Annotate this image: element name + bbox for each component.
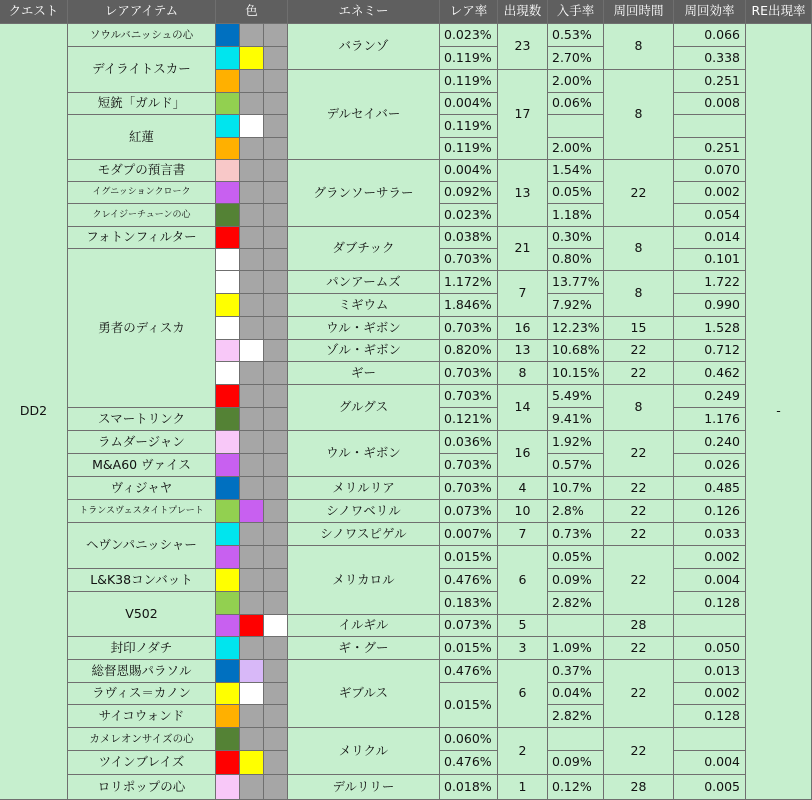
drop-rate-value: 0.09%	[548, 569, 604, 592]
color-swatch	[216, 294, 240, 317]
appearance-count: 6	[498, 546, 548, 615]
drop-rate-value: 0.57%	[548, 454, 604, 477]
rare-rate-value: 0.018%	[440, 775, 498, 800]
rare-item-name: デイライトスカー	[68, 47, 216, 93]
color-swatch	[240, 477, 264, 500]
color-swatch	[264, 47, 288, 70]
color-swatch	[264, 569, 288, 592]
cycle-time-value: 22	[604, 728, 674, 775]
color-swatch	[216, 47, 240, 70]
cycle-time-value: 28	[604, 615, 674, 637]
color-swatch	[240, 204, 264, 227]
color-swatch	[240, 70, 264, 93]
cycle-efficiency-value: 0.050	[674, 637, 746, 660]
rare-item-name: ロリポップの心	[68, 775, 216, 800]
color-swatch	[216, 569, 240, 592]
color-swatch	[264, 523, 288, 546]
color-swatch	[264, 408, 288, 431]
cycle-time-value: 22	[604, 160, 674, 227]
color-swatch	[264, 182, 288, 204]
rare-rate-value: 0.038%	[440, 227, 498, 249]
rare-item-name: トランスヴェスタイトプレート	[68, 500, 216, 523]
header-drop-rate: 入手率	[548, 0, 604, 24]
appearance-count: 17	[498, 70, 548, 160]
rare-rate-value: 0.703%	[440, 454, 498, 477]
rare-rate-value: 0.183%	[440, 592, 498, 615]
appearance-count: 6	[498, 660, 548, 728]
appearance-count: 14	[498, 385, 548, 431]
rare-item-name: モダプの預言書	[68, 160, 216, 182]
color-swatch	[216, 138, 240, 160]
appearance-count: 3	[498, 637, 548, 660]
color-swatch	[216, 683, 240, 705]
color-swatch	[240, 385, 264, 408]
color-swatch	[240, 569, 264, 592]
color-swatch	[216, 751, 240, 775]
cycle-time-value: 22	[604, 546, 674, 615]
color-swatch	[216, 592, 240, 615]
enemy-name: グルグス	[288, 385, 440, 431]
color-swatch	[240, 271, 264, 294]
color-swatch	[216, 385, 240, 408]
cycle-efficiency-value: 0.002	[674, 683, 746, 705]
drop-rate-value: 0.37%	[548, 660, 604, 683]
rare-item-name: フォトンフィルター	[68, 227, 216, 249]
cycle-efficiency-value: 1.176	[674, 408, 746, 431]
cycle-efficiency-value: 0.014	[674, 227, 746, 249]
drop-rate-value: 1.18%	[548, 204, 604, 227]
cycle-time-value: 22	[604, 477, 674, 500]
cycle-time-value: 28	[604, 775, 674, 800]
appearance-count: 4	[498, 477, 548, 500]
appearance-count: 2	[498, 728, 548, 775]
color-swatch	[216, 271, 240, 294]
color-swatch	[216, 70, 240, 93]
color-swatch	[240, 592, 264, 615]
enemy-name: デルリリー	[288, 775, 440, 800]
cycle-efficiency-value: 0.126	[674, 500, 746, 523]
color-swatch	[216, 477, 240, 500]
color-swatch	[240, 408, 264, 431]
color-swatch	[240, 615, 264, 637]
cycle-efficiency-value: 0.026	[674, 454, 746, 477]
drop-rate-value: 2.70%	[548, 47, 604, 70]
color-swatch	[240, 751, 264, 775]
cycle-efficiency-value: 0.004	[674, 569, 746, 592]
appearance-count: 1	[498, 775, 548, 800]
color-swatch	[264, 271, 288, 294]
rare-rate-value: 0.015%	[440, 546, 498, 569]
cycle-efficiency-value: 0.070	[674, 160, 746, 182]
header-cycle-efficiency: 周回効率	[674, 0, 746, 24]
cycle-efficiency-value: 0.462	[674, 362, 746, 385]
drop-rate-value: 0.30%	[548, 227, 604, 249]
drop-rate-value: 10.68%	[548, 340, 604, 362]
enemy-name: ミギウム	[288, 294, 440, 317]
rare-rate-value: 0.073%	[440, 500, 498, 523]
color-swatch	[264, 500, 288, 523]
enemy-name: イルギル	[288, 615, 440, 637]
color-swatch	[264, 93, 288, 115]
rare-rate-value: 0.007%	[440, 523, 498, 546]
cycle-time-value: 8	[604, 385, 674, 431]
drop-rate-value: 0.73%	[548, 523, 604, 546]
drop-rate-value: 13.77%	[548, 271, 604, 294]
color-swatch	[264, 546, 288, 569]
drop-rate-value: 10.15%	[548, 362, 604, 385]
drop-rate-value: 2.82%	[548, 705, 604, 728]
color-swatch	[216, 249, 240, 271]
color-swatch	[240, 683, 264, 705]
color-swatch	[240, 362, 264, 385]
color-swatch	[216, 93, 240, 115]
cycle-time-value: 22	[604, 500, 674, 523]
cycle-time-value: 8	[604, 227, 674, 271]
cycle-efficiency-value	[674, 615, 746, 637]
drop-rate-value: 1.92%	[548, 431, 604, 454]
color-swatch	[264, 683, 288, 705]
drop-rate-value: 0.09%	[548, 751, 604, 775]
rare-item-name: クレイジーチューンの心	[68, 204, 216, 227]
cycle-efficiency-value	[674, 728, 746, 751]
cycle-efficiency-value: 0.013	[674, 660, 746, 683]
color-swatch	[264, 454, 288, 477]
rare-rate-value: 0.121%	[440, 408, 498, 431]
enemy-name: メリクル	[288, 728, 440, 775]
drop-rate-value: 2.8%	[548, 500, 604, 523]
cycle-time-value: 8	[604, 24, 674, 70]
drop-rate-value: 1.54%	[548, 160, 604, 182]
enemy-name: グランソーサラー	[288, 160, 440, 227]
color-swatch	[240, 523, 264, 546]
rare-item-name: L&K38コンバット	[68, 569, 216, 592]
enemy-name: シノワベリル	[288, 500, 440, 523]
drop-rate-value: 9.41%	[548, 408, 604, 431]
header-rare-rate: レア率	[440, 0, 498, 24]
cycle-time-value: 22	[604, 637, 674, 660]
rare-item-name: ヴィジャヤ	[68, 477, 216, 500]
enemy-name: ギブルス	[288, 660, 440, 728]
color-swatch	[240, 138, 264, 160]
color-swatch	[216, 317, 240, 340]
drop-rate-value	[548, 615, 604, 637]
enemy-name: ギ・グー	[288, 637, 440, 660]
drop-rate-value: 0.05%	[548, 182, 604, 204]
rare-rate-value: 0.023%	[440, 24, 498, 47]
color-swatch	[264, 340, 288, 362]
rare-item-name: V502	[68, 592, 216, 637]
cycle-time-value: 22	[604, 660, 674, 728]
enemy-name: デルセイバー	[288, 70, 440, 160]
appearance-count: 23	[498, 24, 548, 70]
color-swatch	[216, 204, 240, 227]
cycle-time-value: 15	[604, 317, 674, 340]
rare-rate-value: 0.092%	[440, 182, 498, 204]
cycle-efficiency-value: 0.054	[674, 204, 746, 227]
color-swatch	[216, 705, 240, 728]
drop-rate-value	[548, 115, 604, 138]
cycle-efficiency-value: 0.128	[674, 705, 746, 728]
appearance-count: 8	[498, 362, 548, 385]
color-swatch	[264, 204, 288, 227]
color-swatch	[216, 227, 240, 249]
color-swatch	[264, 775, 288, 800]
header-quest: クエスト	[0, 0, 68, 24]
color-swatch	[216, 115, 240, 138]
cycle-efficiency-value: 0.128	[674, 592, 746, 615]
enemy-name: メリルリア	[288, 477, 440, 500]
color-swatch	[264, 637, 288, 660]
appearance-count: 16	[498, 431, 548, 477]
rare-item-name: 短銃「ガルド」	[68, 93, 216, 115]
rare-rate-value: 0.060%	[440, 728, 498, 751]
rare-item-name: カメレオンサイズの心	[68, 728, 216, 751]
color-swatch	[240, 115, 264, 138]
header-color: 色	[216, 0, 288, 24]
rare-item-name: 勇者のディスカ	[68, 249, 216, 408]
cycle-efficiency-value: 0.485	[674, 477, 746, 500]
enemy-name: ギー	[288, 362, 440, 385]
color-swatch	[264, 138, 288, 160]
color-swatch	[216, 660, 240, 683]
color-swatch	[264, 160, 288, 182]
cycle-efficiency-value: 0.033	[674, 523, 746, 546]
rare-rate-value: 0.015%	[440, 637, 498, 660]
color-swatch	[240, 500, 264, 523]
color-swatch	[264, 294, 288, 317]
color-swatch	[240, 637, 264, 660]
color-swatch	[240, 660, 264, 683]
color-swatch	[216, 523, 240, 546]
drop-rate-value: 10.7%	[548, 477, 604, 500]
header-rare-item: レアアイテム	[68, 0, 216, 24]
rare-rate-value: 0.073%	[440, 615, 498, 637]
color-swatch	[264, 24, 288, 47]
cycle-efficiency-value: 0.712	[674, 340, 746, 362]
rare-rate-value: 0.119%	[440, 115, 498, 138]
drop-rate-value: 0.04%	[548, 683, 604, 705]
enemy-name: ウル・ギボン	[288, 317, 440, 340]
cycle-efficiency-value: 0.338	[674, 47, 746, 70]
appearance-count: 21	[498, 227, 548, 271]
color-swatch	[240, 294, 264, 317]
rare-rate-value: 0.703%	[440, 317, 498, 340]
color-swatch	[264, 728, 288, 751]
color-swatch	[216, 431, 240, 454]
color-swatch	[240, 227, 264, 249]
rare-item-name: 紅蓮	[68, 115, 216, 160]
color-swatch	[240, 775, 264, 800]
color-swatch	[264, 660, 288, 683]
color-swatch	[264, 317, 288, 340]
rare-item-name: ラムダージャン	[68, 431, 216, 454]
rare-item-name: 総督恩賜パラソル	[68, 660, 216, 683]
rare-rate-value: 0.119%	[440, 138, 498, 160]
cycle-efficiency-value: 0.005	[674, 775, 746, 800]
rare-rate-value: 1.172%	[440, 271, 498, 294]
rare-rate-value: 0.015%	[440, 683, 498, 728]
enemy-name: シノワスピゲル	[288, 523, 440, 546]
rare-item-name: ラヴィス＝カノン	[68, 683, 216, 705]
color-swatch	[264, 385, 288, 408]
rare-rate-value: 0.476%	[440, 751, 498, 775]
cycle-efficiency-value: 0.002	[674, 182, 746, 204]
rare-rate-value: 0.703%	[440, 249, 498, 271]
enemy-name: メリカロル	[288, 546, 440, 615]
cycle-time-value: 22	[604, 431, 674, 477]
drop-rate-value: 0.80%	[548, 249, 604, 271]
drop-rate-value: 0.05%	[548, 546, 604, 569]
color-swatch	[240, 728, 264, 751]
color-swatch	[240, 160, 264, 182]
rare-rate-value: 0.476%	[440, 660, 498, 683]
quest-cell: DD2	[0, 24, 68, 800]
color-swatch	[264, 431, 288, 454]
color-swatch	[264, 705, 288, 728]
header-enemy: エネミー	[288, 0, 440, 24]
cycle-efficiency-value: 0.066	[674, 24, 746, 47]
drop-rate-value: 2.00%	[548, 138, 604, 160]
color-swatch	[264, 362, 288, 385]
color-swatch	[216, 615, 240, 637]
cycle-efficiency-value: 0.002	[674, 546, 746, 569]
rare-rate-value: 0.703%	[440, 477, 498, 500]
cycle-time-value: 8	[604, 271, 674, 317]
cycle-efficiency-value: 0.251	[674, 138, 746, 160]
appearance-count: 13	[498, 160, 548, 227]
cycle-efficiency-value: 0.251	[674, 70, 746, 93]
drop-rate-value: 2.82%	[548, 592, 604, 615]
cycle-efficiency-value: 1.528	[674, 317, 746, 340]
color-swatch	[216, 408, 240, 431]
cycle-time-value: 22	[604, 362, 674, 385]
color-swatch	[240, 249, 264, 271]
header-appearance-count: 出現数	[498, 0, 548, 24]
color-swatch	[216, 775, 240, 800]
cycle-efficiency-value: 0.004	[674, 751, 746, 775]
rare-rate-value: 0.703%	[440, 385, 498, 408]
color-swatch	[264, 70, 288, 93]
color-swatch	[240, 93, 264, 115]
appearance-count: 13	[498, 340, 548, 362]
color-swatch	[216, 362, 240, 385]
rare-item-name: ヘヴンパニッシャー	[68, 523, 216, 569]
color-swatch	[264, 249, 288, 271]
drop-rate-value: 0.53%	[548, 24, 604, 47]
drop-rate-value: 2.00%	[548, 70, 604, 93]
color-swatch	[240, 182, 264, 204]
rare-rate-value: 0.004%	[440, 160, 498, 182]
color-swatch	[264, 592, 288, 615]
cycle-time-value: 22	[604, 523, 674, 546]
enemy-name: ゾル・ギボン	[288, 340, 440, 362]
cycle-efficiency-value: 0.240	[674, 431, 746, 454]
appearance-count: 5	[498, 615, 548, 637]
color-swatch	[264, 615, 288, 637]
rare-rate-value: 0.119%	[440, 70, 498, 93]
header-re-rate: RE出現率	[746, 0, 812, 24]
cycle-efficiency-value: 0.990	[674, 294, 746, 317]
color-swatch	[240, 47, 264, 70]
color-swatch	[216, 24, 240, 47]
drop-rate-value: 0.12%	[548, 775, 604, 800]
rare-rate-value: 0.476%	[440, 569, 498, 592]
color-swatch	[216, 340, 240, 362]
rare-rate-value: 0.004%	[440, 93, 498, 115]
header-cycle-time: 周回時間	[604, 0, 674, 24]
color-swatch	[216, 182, 240, 204]
enemy-name: バランゾ	[288, 24, 440, 70]
color-swatch	[216, 728, 240, 751]
enemy-name: ウル・ギボン	[288, 431, 440, 477]
drop-rate-value: 12.23%	[548, 317, 604, 340]
cycle-time-value: 8	[604, 70, 674, 160]
color-swatch	[240, 546, 264, 569]
rare-item-name: ツインブレイズ	[68, 751, 216, 775]
color-swatch	[264, 751, 288, 775]
color-swatch	[264, 115, 288, 138]
re-rate-cell: -	[746, 24, 812, 800]
cycle-time-value: 22	[604, 340, 674, 362]
appearance-count: 7	[498, 271, 548, 317]
enemy-name: パンアームズ	[288, 271, 440, 294]
color-swatch	[216, 637, 240, 660]
color-swatch	[240, 705, 264, 728]
rare-item-name: スマートリンク	[68, 408, 216, 431]
rare-item-name: 封印ノダチ	[68, 637, 216, 660]
drop-rate-value: 5.49%	[548, 385, 604, 408]
color-swatch	[240, 340, 264, 362]
rare-item-name: イグニッションクローク	[68, 182, 216, 204]
cycle-efficiency-value	[674, 115, 746, 138]
color-swatch	[264, 477, 288, 500]
color-swatch	[240, 24, 264, 47]
rare-item-name: サイコウォンド	[68, 705, 216, 728]
drop-rate-value: 1.09%	[548, 637, 604, 660]
color-swatch	[216, 160, 240, 182]
color-swatch	[264, 227, 288, 249]
enemy-name: ダブチック	[288, 227, 440, 271]
color-swatch	[240, 317, 264, 340]
cycle-efficiency-value: 0.101	[674, 249, 746, 271]
color-swatch	[216, 500, 240, 523]
drop-rate-value: 0.06%	[548, 93, 604, 115]
rare-rate-value: 1.846%	[440, 294, 498, 317]
appearance-count: 10	[498, 500, 548, 523]
appearance-count: 7	[498, 523, 548, 546]
cycle-efficiency-value: 0.008	[674, 93, 746, 115]
appearance-count: 16	[498, 317, 548, 340]
cycle-efficiency-value: 0.249	[674, 385, 746, 408]
color-swatch	[216, 454, 240, 477]
drop-rate-value: 7.92%	[548, 294, 604, 317]
drop-rate-value	[548, 728, 604, 751]
color-swatch	[216, 546, 240, 569]
rare-rate-value: 0.023%	[440, 204, 498, 227]
color-swatch	[240, 454, 264, 477]
color-swatch	[240, 431, 264, 454]
rare-rate-value: 0.119%	[440, 47, 498, 70]
rare-item-name: M&A60 ヴァイス	[68, 454, 216, 477]
rare-rate-value: 0.036%	[440, 431, 498, 454]
cycle-efficiency-value: 1.722	[674, 271, 746, 294]
rare-rate-value: 0.703%	[440, 362, 498, 385]
rare-item-name: ソウルバニッシュの心	[68, 24, 216, 47]
rare-rate-value: 0.820%	[440, 340, 498, 362]
